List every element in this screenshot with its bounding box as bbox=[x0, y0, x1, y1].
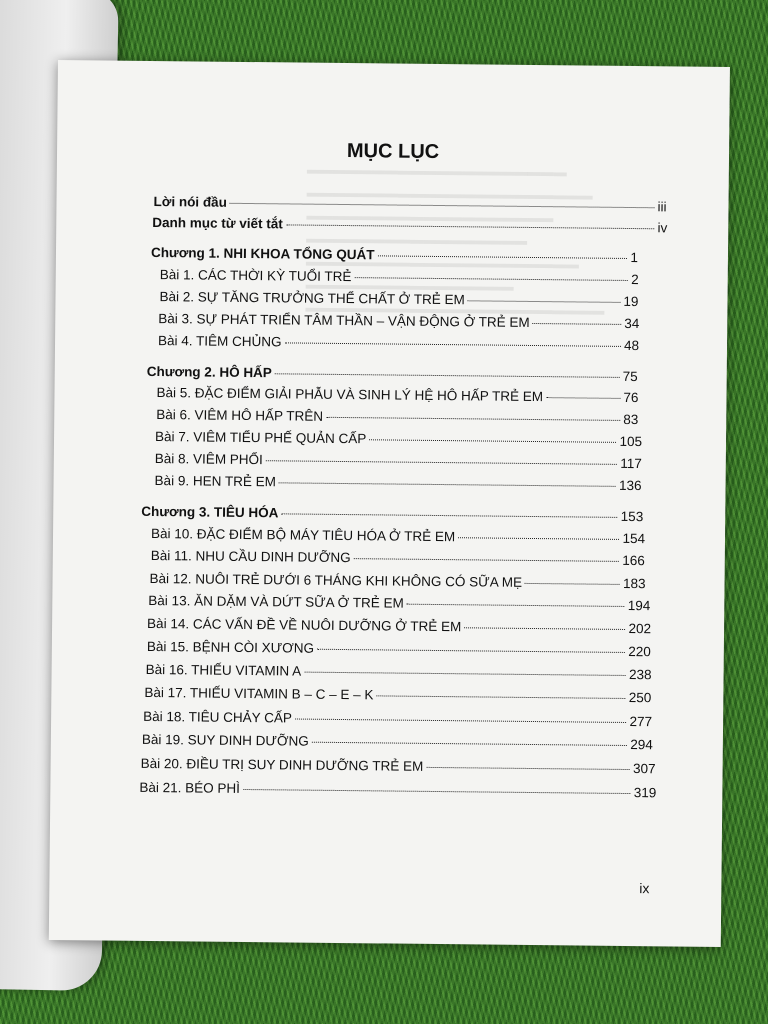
toc-chapter-3 bbox=[141, 504, 643, 529]
dot-leader bbox=[354, 277, 628, 281]
toc-label: Bài 20. ĐIỀU TRỊ SUY DINH DƯỠNG TRẺ EM bbox=[140, 755, 424, 774]
toc-label: Bài 3. SỰ PHÁT TRIỂN TÂM THẦN – VẬN ĐỘNG Ở TRẺ EM bbox=[158, 311, 530, 330]
dot-leader bbox=[546, 397, 620, 399]
toc-page-number: 34 bbox=[624, 315, 640, 332]
toc-lesson bbox=[151, 526, 645, 551]
dot-leader bbox=[326, 417, 620, 421]
dot-leader bbox=[230, 203, 655, 208]
toc-page-number: 277 bbox=[629, 714, 653, 730]
toc-lesson bbox=[154, 473, 641, 498]
toc-label: Bài 10. ĐẶC ĐIỂM BỘ MÁY TIÊU HÓA Ở TRẺ EM bbox=[150, 526, 456, 545]
toc-label: Bài 11. NHU CẦU DINH DƯỠNG bbox=[150, 547, 351, 566]
toc-lesson bbox=[147, 616, 651, 641]
toc-page-number: 202 bbox=[628, 621, 652, 637]
toc-label: Bài 12. NUÔI TRẺ DƯỚI 6 THÁNG KHI KHÔNG CÓ SỮA MẸ bbox=[149, 570, 523, 590]
toc-page-number: 75 bbox=[622, 368, 638, 385]
dot-leader bbox=[317, 649, 625, 653]
dot-leader bbox=[533, 323, 622, 325]
toc-front-abbreviations bbox=[152, 215, 667, 240]
toc-page-number: iv bbox=[657, 220, 668, 236]
toc-lesson bbox=[155, 429, 642, 454]
toc-page bbox=[49, 60, 730, 947]
toc-lesson bbox=[158, 311, 639, 336]
toc-label: Chương 3. TIÊU HÓA bbox=[141, 503, 279, 521]
toc-label: Bài 4. TIÊM CHỦNG bbox=[157, 333, 282, 350]
toc-lesson bbox=[155, 451, 642, 476]
toc-page-number: 105 bbox=[619, 433, 643, 450]
toc-lesson bbox=[158, 333, 639, 358]
toc-label: Bài 19. SUY DINH DƯỠNG bbox=[141, 731, 309, 749]
dot-leader bbox=[295, 719, 627, 723]
toc-label: Bài 13. ĂN DẶM VÀ DỨT SỮA Ở TRẺ EM bbox=[148, 592, 404, 611]
toc-lesson bbox=[145, 662, 651, 687]
dot-leader bbox=[266, 460, 617, 465]
toc-lesson bbox=[159, 289, 638, 314]
toc-page-number: 183 bbox=[622, 575, 646, 592]
toc-page-number: 83 bbox=[623, 411, 639, 428]
toc-lesson bbox=[148, 593, 650, 618]
toc-lesson bbox=[160, 267, 639, 292]
dot-leader bbox=[354, 558, 620, 562]
toc-page-number: 194 bbox=[627, 597, 651, 614]
dot-leader bbox=[407, 604, 625, 607]
dot-leader bbox=[378, 255, 628, 259]
toc-lesson bbox=[141, 756, 656, 781]
toc-lesson bbox=[151, 548, 645, 573]
toc-label: Bài 5. ĐẶC ĐIỂM GIẢI PHẪU VÀ SINH LÝ HỆ HÔ HẤP TRẺ EM bbox=[156, 385, 544, 405]
toc-label: Bài 8. VIÊM PHỔI bbox=[154, 451, 263, 468]
toc-label: Bài 21. BÉO PHÌ bbox=[139, 779, 241, 796]
toc-page-number: 294 bbox=[630, 737, 653, 753]
toc-page-number: 154 bbox=[622, 530, 646, 547]
dot-leader bbox=[285, 342, 621, 347]
toc-page-number: iii bbox=[657, 199, 667, 215]
toc-page-number: 136 bbox=[618, 477, 642, 494]
toc-label: Bài 16. THIẾU VITAMIN A bbox=[145, 661, 302, 679]
dot-leader bbox=[468, 300, 621, 303]
toc-label: Bài 18. TIÊU CHẢY CẤP bbox=[143, 708, 293, 726]
toc-label: Bài 6. VIÊM HÔ HẤP TRÊN bbox=[156, 407, 324, 424]
toc-page-number: 319 bbox=[633, 785, 657, 801]
dot-leader bbox=[464, 627, 625, 630]
toc-label: Bài 17. THIẾU VITAMIN B – C – E – K bbox=[144, 684, 374, 703]
toc-chapter-1 bbox=[151, 245, 638, 270]
toc-lesson bbox=[149, 571, 645, 596]
toc-label: Bài 2. SỰ TĂNG TRƯỞNG THỂ CHẤT Ở TRẺ EM bbox=[159, 289, 465, 308]
dot-leader bbox=[286, 224, 655, 229]
toc-page-number: 153 bbox=[620, 508, 644, 525]
toc-page-number: 166 bbox=[622, 552, 645, 569]
toc-lesson bbox=[139, 780, 656, 805]
toc-page-number: 19 bbox=[623, 293, 639, 310]
dot-leader bbox=[458, 537, 619, 540]
page-folio: ix bbox=[639, 880, 650, 897]
toc-page-number: 250 bbox=[628, 690, 652, 706]
toc-lesson bbox=[143, 709, 652, 734]
dot-leader bbox=[243, 789, 631, 794]
toc-page-number: 307 bbox=[633, 761, 656, 777]
toc-page-number: 2 bbox=[631, 272, 639, 288]
toc-page-number: 220 bbox=[628, 644, 651, 660]
toc-label: Chương 1. NHI KHOA TỔNG QUÁT bbox=[150, 244, 375, 263]
toc-label: Bài 1. CÁC THỜI KỲ TUỔI TRẺ bbox=[159, 267, 352, 285]
dot-leader bbox=[525, 583, 620, 585]
dot-leader bbox=[376, 695, 625, 699]
toc-label: Chương 2. HÔ HẤP bbox=[146, 363, 272, 381]
toc-page-number: 48 bbox=[623, 337, 640, 354]
toc-page-number: 76 bbox=[623, 389, 639, 406]
toc-lesson bbox=[156, 407, 638, 432]
dot-leader bbox=[312, 742, 628, 746]
dot-leader bbox=[369, 439, 616, 443]
toc-page-number: 238 bbox=[628, 667, 652, 683]
page-title: MỤC LỤC bbox=[346, 140, 440, 163]
dot-leader bbox=[304, 672, 626, 676]
toc-page-number: 117 bbox=[620, 455, 642, 472]
toc-lesson bbox=[147, 639, 651, 664]
dot-leader bbox=[281, 513, 617, 518]
toc-lesson bbox=[144, 685, 651, 710]
toc-label: Bài 15. BỆNH CÒI XƯƠNG bbox=[146, 638, 315, 656]
toc-label: Lời nói đầu bbox=[153, 194, 227, 210]
toc-label: Danh mục từ viết tắt bbox=[152, 214, 283, 232]
show-through-text: ▬▬▬▬▬▬▬▬▬▬▬▬▬▬▬▬▬▬▬▬ ▬▬▬▬▬▬▬▬▬▬▬▬▬▬▬▬▬▬▬▬▬▬ ▬▬▬▬▬▬▬▬▬▬▬▬▬▬▬▬▬▬▬ ▬▬▬▬▬▬▬▬▬▬▬▬▬▬▬▬▬ ▬▬▬▬▬▬▬▬▬▬▬▬▬▬▬▬▬▬▬▬▬ ▬▬▬▬▬▬▬▬▬▬▬▬▬▬▬▬ ▬▬▬▬▬▬▬▬▬▬▬▬▬▬▬▬▬▬▬▬▬▬▬ bbox=[305, 161, 605, 318]
toc-label: Bài 9. HEN TRẺ EM bbox=[154, 473, 276, 490]
dot-leader bbox=[275, 373, 620, 378]
toc-label: Bài 14. CÁC VẤN ĐỀ VỀ NUÔI DƯỠNG Ở TRẺ EM bbox=[147, 615, 462, 635]
dot-leader bbox=[279, 482, 616, 487]
toc-lesson bbox=[156, 385, 638, 410]
toc-label: Bài 7. VIÊM TIỂU PHẾ QUẢN CẤP bbox=[154, 429, 367, 447]
dot-leader bbox=[426, 767, 630, 770]
toc-page-number: 1 bbox=[630, 250, 639, 266]
toc-lesson bbox=[142, 732, 653, 757]
